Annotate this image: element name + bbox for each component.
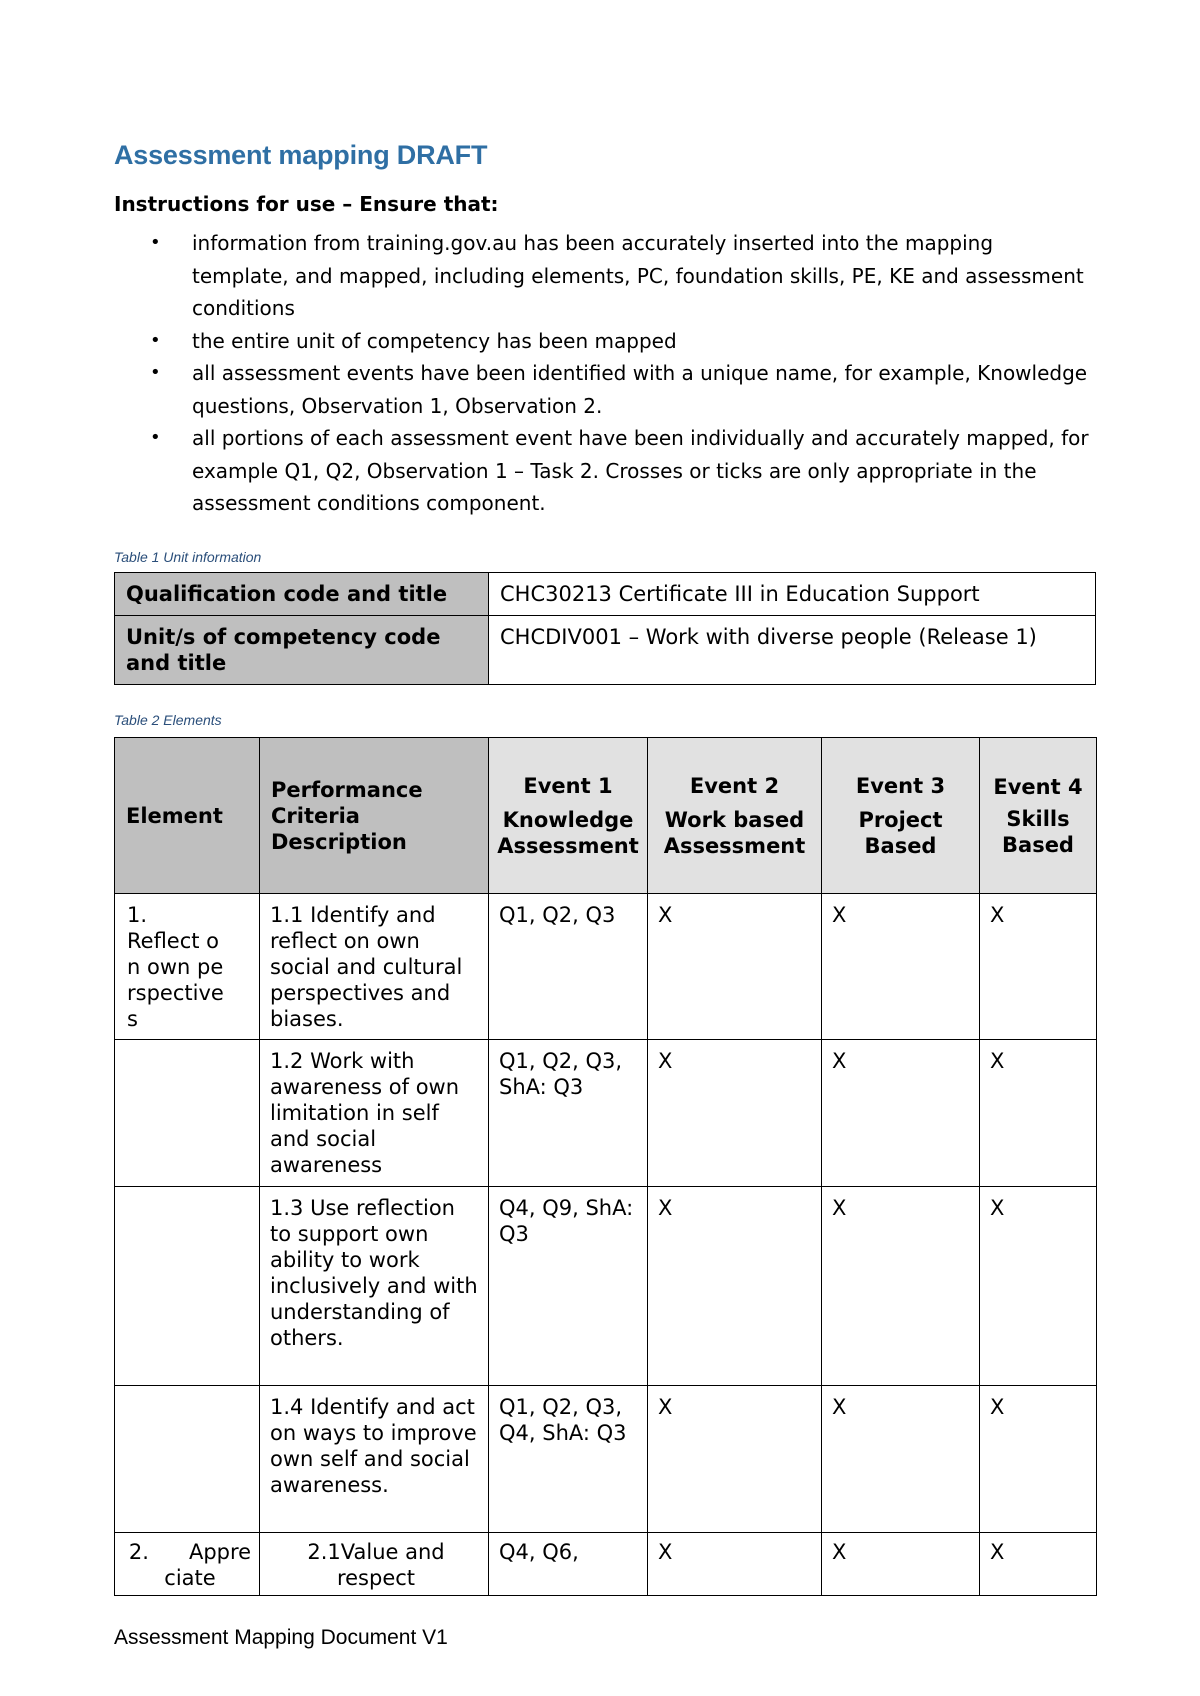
qualification-label: Qualification code and title	[115, 573, 489, 616]
element-cell	[115, 1187, 260, 1386]
event2-cell: X	[648, 894, 822, 1040]
element-cell	[115, 894, 260, 1040]
pc-cell	[260, 1533, 489, 1596]
pc-cell: 1.3 Use reflection to support own ability to work inclusively and with understanding of others.	[260, 1187, 489, 1386]
event2-number: Event 2	[689, 773, 780, 798]
event4-cell: X	[980, 894, 1097, 1040]
bullet-icon: •	[150, 362, 161, 383]
event2-cell: X	[648, 1386, 822, 1533]
header-event1	[489, 738, 648, 894]
element-number: 2.	[128, 1540, 149, 1564]
instruction-text: all assessment events have been identified with a unique name, for example, Knowledge questions, Observation 1, Observation 2.	[192, 361, 1088, 418]
event1-number: Event 1	[523, 773, 613, 798]
event2-cell: X	[648, 1533, 822, 1596]
pc-cell: 1.1 Identify and reflect on own social and cultural perspectives and biases.	[260, 894, 489, 1040]
unit-value: CHCDIV001 – Work with diverse people (Release 1)	[489, 616, 1096, 685]
header-event2	[648, 738, 822, 894]
bullet-icon: •	[150, 232, 161, 253]
event2-name: Work based Assessment	[663, 807, 806, 858]
event3-cell: X	[822, 1187, 980, 1386]
event3-cell: X	[822, 1040, 980, 1187]
event1-cell: Q1, Q2, Q3	[489, 894, 648, 1040]
event3-cell: X	[822, 1533, 980, 1596]
instruction-text: information from training.gov.au has been accurately inserted into the mapping template, and mapped, including elements, PC, foundation skills, PE, KE and assessment conditions	[192, 231, 1084, 320]
event4-cell: X	[980, 1187, 1097, 1386]
event2-cell: X	[648, 1187, 822, 1386]
event3-cell: X	[822, 1386, 980, 1533]
table-row	[115, 1533, 1097, 1596]
table-row	[115, 894, 1097, 1040]
instructions-list	[114, 227, 1094, 520]
table-row	[115, 616, 1096, 685]
instructions-heading: Instructions for use – Ensure that:	[114, 192, 499, 216]
event4-cell: X	[980, 1040, 1097, 1187]
event3-name: Project Based	[858, 807, 943, 858]
instruction-text: the entire unit of competency has been mapped	[192, 328, 677, 353]
qualification-value: CHC30213 Certificate III in Education Support	[489, 573, 1096, 616]
event4-cell: X	[980, 1386, 1097, 1533]
event1-cell: Q4, Q9, ShA: Q3	[489, 1187, 648, 1386]
element-text: Appreciate	[164, 1540, 252, 1590]
element-cell	[115, 1040, 260, 1187]
table-row	[115, 1040, 1097, 1187]
event1-cell: Q1, Q2, Q3, ShA: Q3	[489, 1040, 648, 1187]
element-cell	[115, 1386, 260, 1533]
event1-cell: Q4, Q6,	[489, 1533, 648, 1596]
header-event4	[980, 738, 1097, 894]
unit-label: Unit/s of competency code and title	[115, 616, 489, 685]
page-footer: Assessment Mapping Document V1	[114, 1626, 448, 1649]
table2-caption: Table 2 Elements	[114, 712, 222, 728]
bullet-icon: •	[150, 329, 161, 351]
list-item	[114, 422, 1094, 520]
table1-caption: Table 1 Unit information	[114, 549, 262, 565]
table-row	[115, 1187, 1097, 1386]
pc-cell: 1.4 Identify and act on ways to improve own self and social awareness.	[260, 1386, 489, 1533]
table-header-row	[115, 738, 1097, 894]
event1-cell: Q1, Q2, Q3, Q4, ShA: Q3	[489, 1386, 648, 1533]
header-event3	[822, 738, 980, 894]
header-element: Element	[115, 738, 260, 894]
instruction-text: all portions of each assessment event have been individually and accurately mapped, for example Q1, Q2, Observation 1 – Task 2. Crosses or ticks are only appropriate in the assessment conditions component.	[192, 426, 1089, 515]
table-row	[115, 1386, 1097, 1533]
element-number: 1.	[127, 903, 148, 927]
event4-number: Event 4	[993, 774, 1083, 799]
pc-cell: 1.2 Work with awareness of own limitation in self and social awareness	[260, 1040, 489, 1187]
list-item	[114, 357, 1094, 422]
event4-cell: X	[980, 1533, 1097, 1596]
list-item	[114, 227, 1094, 325]
table-row	[115, 573, 1096, 616]
element-text: Reflect on own perspectives	[127, 929, 224, 1031]
page-title: Assessment mapping DRAFT	[114, 140, 488, 170]
event2-cell: X	[648, 1040, 822, 1187]
pc-text: 2.1Value and respect	[307, 1540, 445, 1590]
list-item	[114, 325, 1094, 358]
event4-name: Skills Based	[1002, 806, 1074, 857]
element-cell	[115, 1533, 260, 1596]
event3-cell: X	[822, 894, 980, 1040]
elements-table	[114, 737, 1097, 1596]
event3-number: Event 3	[855, 773, 946, 798]
header-pc: Performance Criteria Description	[260, 738, 489, 894]
bullet-icon: •	[150, 427, 161, 448]
unit-information-table	[114, 572, 1096, 685]
event1-name: Knowledge Assessment	[497, 807, 639, 858]
